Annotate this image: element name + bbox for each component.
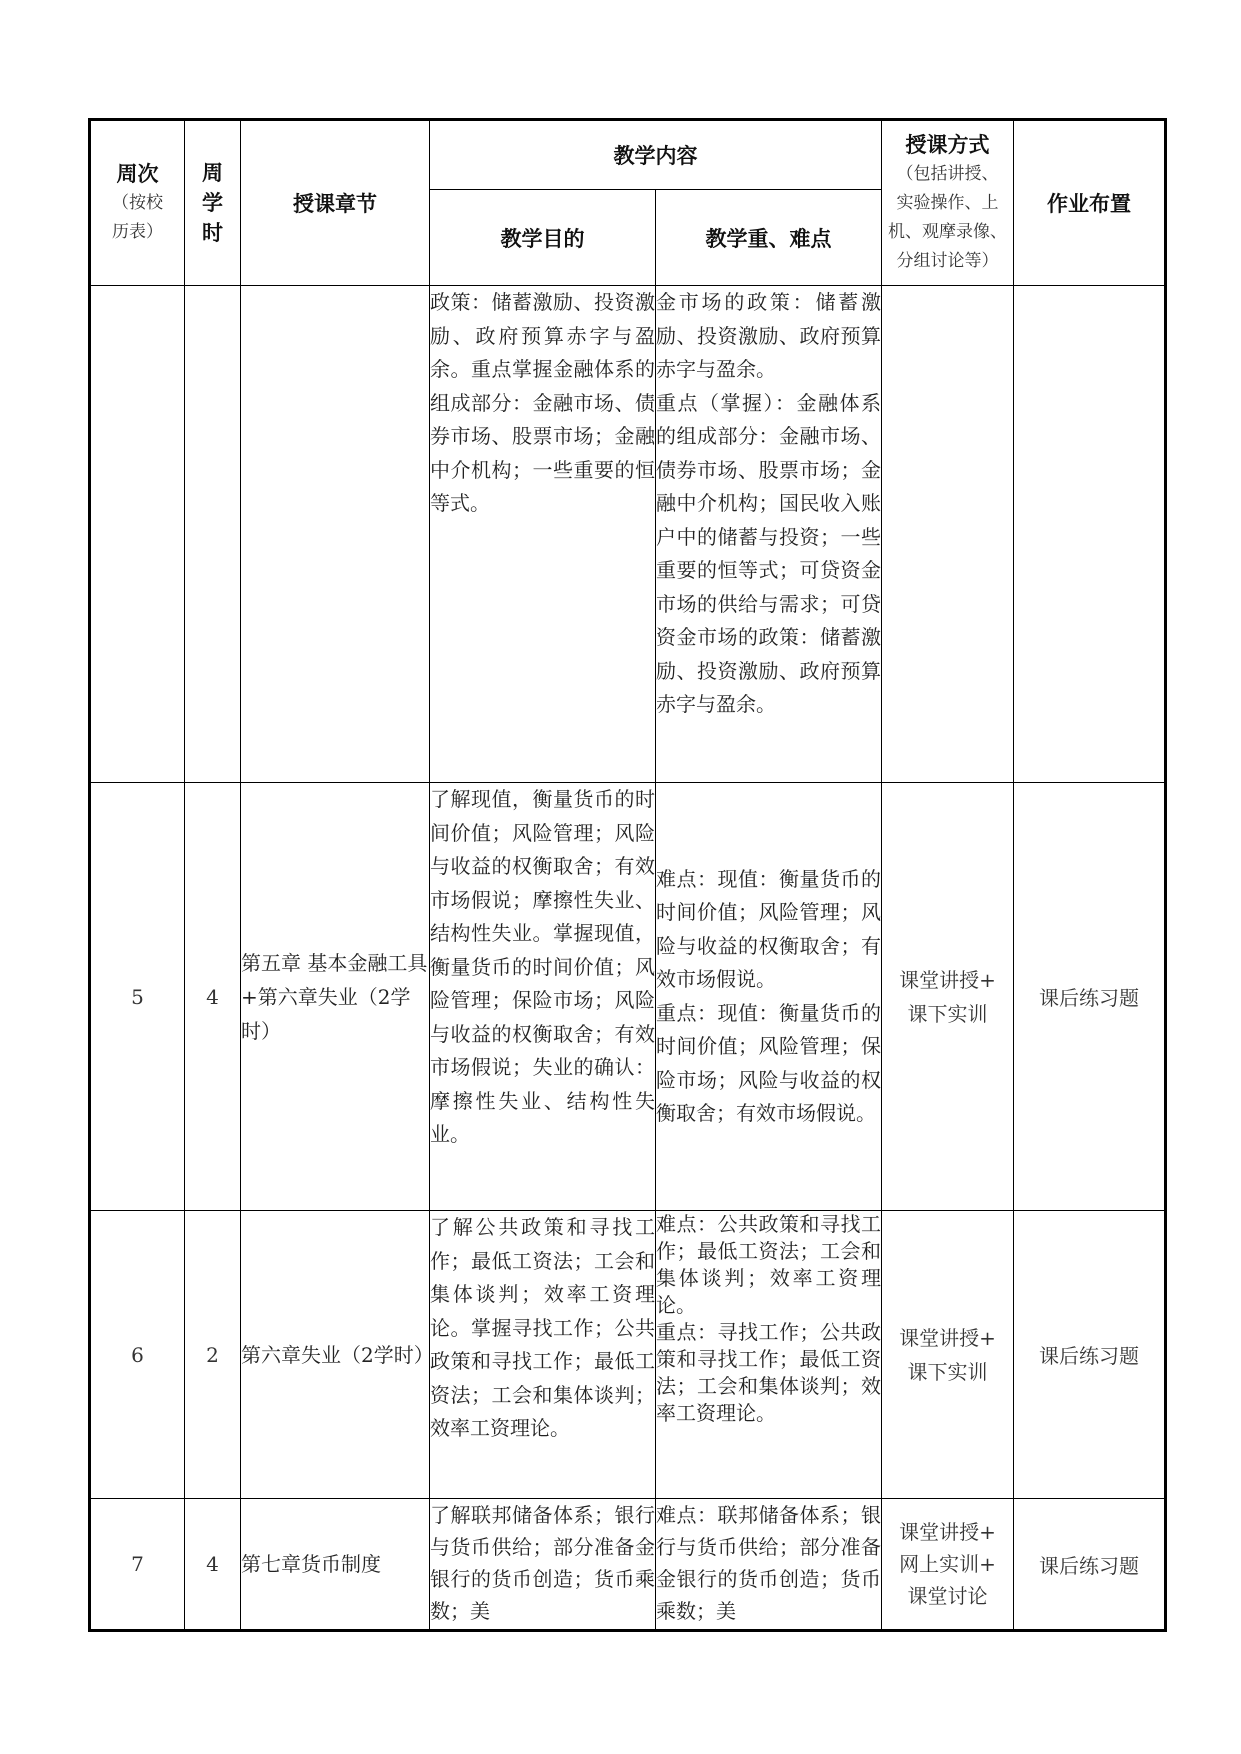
header-objective: 教学目的 <box>430 190 656 286</box>
cell-objective: 政策：储蓄激励、投资激励、政府预算赤字与盈余。重点掌握金融体系的组成部分：金融市场、债券市场、股票市场；金融中介机构；一些重要的恒等式。 <box>430 286 656 783</box>
cell-keypoints: 难点：现值：衡量货币的时间价值；风险管理；风险与收益的权衡取舍；有效市场假说。 重点：现值：衡量货币的时间价值；风险管理；保险市场；风险与收益的权衡取舍；有效市场假说。 <box>656 783 882 1211</box>
header-keypoints: 教学重、难点 <box>656 190 882 286</box>
cell-chapter: 第七章货币制度 <box>241 1499 430 1631</box>
header-hours: 周 学 时 <box>185 120 241 286</box>
header-homework: 作业布置 <box>1014 120 1166 286</box>
cell-chapter: 第六章失业（2学时） <box>241 1211 430 1499</box>
cell-week: 7 <box>90 1499 185 1631</box>
cell-objective: 了解联邦储备体系；银行与货币供给；部分准备金银行的货币创造；货币乘数；美 <box>430 1499 656 1631</box>
table-row <box>90 1211 1166 1499</box>
cell-hours <box>185 286 241 783</box>
cell-hours: 2 <box>185 1211 241 1499</box>
header-chapter: 授课章节 <box>241 120 430 286</box>
header-method: 授课方式 （包括讲授、 实验操作、上 机、观摩录像、 分组讨论等） <box>882 120 1014 286</box>
cell-objective: 了解现值，衡量货币的时间价值；风险管理；风险与收益的权衡取舍；有效市场假说；摩擦性失业、结构性失业。掌握现值，衡量货币的时间价值；风险管理；保险市场；风险与收益的权衡取舍；有效市场假说；失业的确认：摩擦性失业、结构性失业。 <box>430 783 656 1211</box>
cell-keypoints: 难点：公共政策和寻找工作；最低工资法；工会和集体谈判；效率工资理论。 重点：寻找工作；公共政策和寻找工作；最低工资法；工会和集体谈判；效率工资理论。 <box>656 1211 882 1499</box>
cell-method: 课堂讲授+ 课下实训 <box>882 783 1014 1211</box>
table-row <box>90 286 1166 783</box>
document-page <box>88 118 1167 1632</box>
cell-keypoints: 金市场的政策：储蓄激励、投资激励、政府预算赤字与盈余。 重点（掌握）：金融体系的组成部分：金融市场、债券市场、股票市场；金融中介机构；国民收入账户中的储蓄与投资；一些重要的恒等式；可贷资金市场的供给与需求；可贷资金市场的政策：储蓄激励、投资激励、政府预算赤字与盈余。 <box>656 286 882 783</box>
cell-homework: 课后练习题 <box>1014 1499 1166 1631</box>
cell-chapter: 第五章 基本金融工具+第六章失业（2学时） <box>241 783 430 1211</box>
table-row <box>90 1499 1166 1631</box>
course-schedule-table <box>88 118 1167 1632</box>
cell-chapter <box>241 286 430 783</box>
cell-week <box>90 286 185 783</box>
cell-homework: 课后练习题 <box>1014 1211 1166 1499</box>
cell-method: 课堂讲授+ 网上实训+ 课堂讨论 <box>882 1499 1014 1631</box>
cell-homework: 课后练习题 <box>1014 783 1166 1211</box>
cell-keypoints: 难点：联邦储备体系；银行与货币供给；部分准备金银行的货币创造；货币乘数；美 <box>656 1499 882 1631</box>
table-row <box>90 783 1166 1211</box>
cell-hours: 4 <box>185 1499 241 1631</box>
cell-method <box>882 286 1014 783</box>
cell-hours: 4 <box>185 783 241 1211</box>
cell-week: 5 <box>90 783 185 1211</box>
cell-objective: 了解公共政策和寻找工作；最低工资法；工会和集体谈判；效率工资理论。掌握寻找工作；公共政策和寻找工作；最低工资法；工会和集体谈判；效率工资理论。 <box>430 1211 656 1499</box>
cell-method: 课堂讲授+ 课下实训 <box>882 1211 1014 1499</box>
cell-homework <box>1014 286 1166 783</box>
header-row-1 <box>90 120 1166 190</box>
header-content: 教学内容 <box>430 120 882 190</box>
header-week: 周次 （按校 历表） <box>90 120 185 286</box>
cell-week: 6 <box>90 1211 185 1499</box>
